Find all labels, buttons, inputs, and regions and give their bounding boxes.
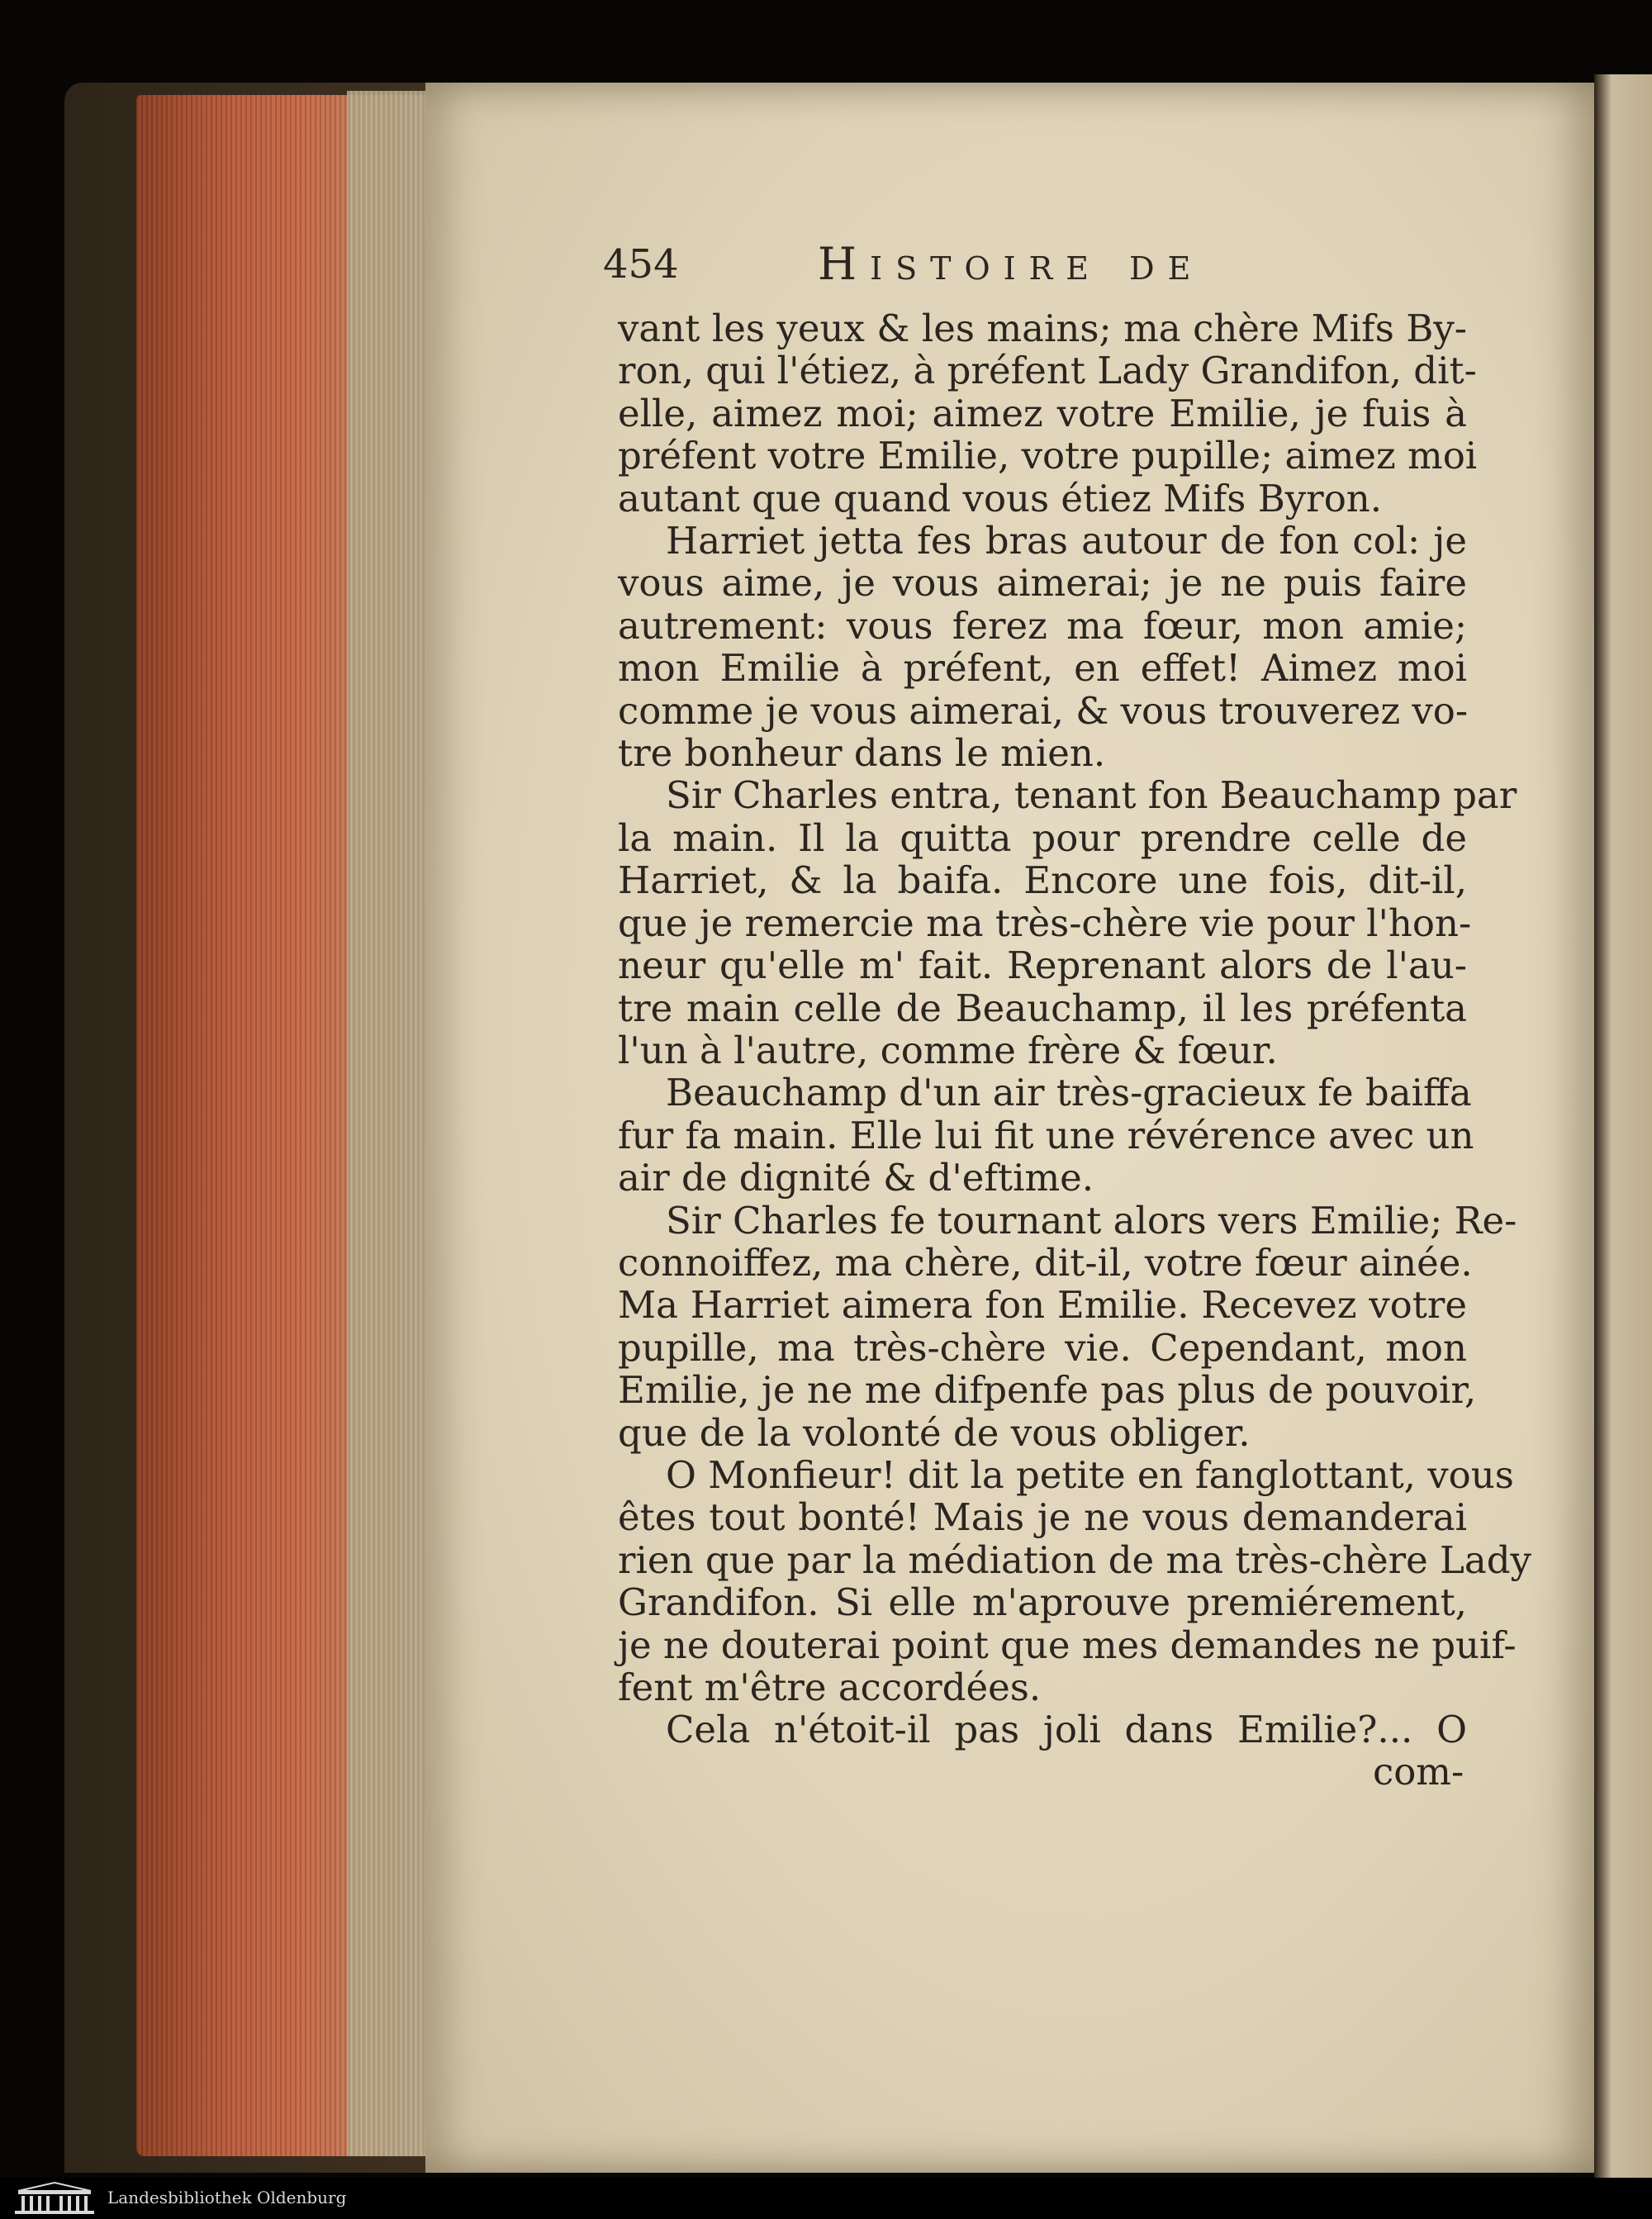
text-line: Grandifon. Si elle m'aprouve premiérement, xyxy=(618,1580,1467,1625)
text-line: vous aime, je vous aimerai; je ne puis faire xyxy=(618,561,1467,606)
text-line: l'un à l'autre, comme frère & fœur. xyxy=(618,1028,1278,1072)
page-stack xyxy=(347,91,430,2156)
text-line: Sir Charles fe tournant alors vers Emilie; Re- xyxy=(666,1198,1517,1243)
library-building-icon xyxy=(12,2181,97,2216)
text-line: que de la volonté de vous obliger. xyxy=(618,1410,1251,1455)
text-line: vant les yeux & les mains; ma chère Mifs By- xyxy=(618,306,1467,350)
text-line: air de dignité & d'eftime. xyxy=(618,1156,1094,1200)
text-line: Ma Harriet aimera fon Emilie. Recevez votre xyxy=(618,1283,1467,1328)
text-line: Cela n'étoit-il pas joli dans Emilie?... O xyxy=(666,1708,1467,1752)
text-line: O Monfieur! dit la petite en fanglottant, vous xyxy=(666,1452,1514,1497)
text-line: Harriet, & la baifa. Encore une fois, dit-il, xyxy=(618,858,1467,903)
text-line: tre bonheur dans le mien. xyxy=(618,731,1106,776)
page-number: 454 xyxy=(603,241,679,287)
text-line: que je remercie ma très-chère vie pour l'hon- xyxy=(618,900,1472,945)
running-head: Histoire de xyxy=(818,238,1204,290)
text-line: autrement: vous ferez ma fœur, mon amie; xyxy=(618,603,1467,648)
page-header xyxy=(578,238,1553,307)
text-line: fur fa main. Elle lui fit une révérence avec un xyxy=(618,1113,1474,1157)
text-line: connoiffez, ma chère, dit-il, votre fœur ainée. xyxy=(618,1240,1473,1285)
text-line: préfent votre Emilie, votre pupille; aimez moi xyxy=(618,434,1478,478)
text-line: Harriet jetta fes bras autour de fon col: je xyxy=(666,519,1467,563)
text-line: mon Emilie à préfent, en effet! Aimez moi xyxy=(618,646,1467,691)
text-line: la main. Il la quitta pour prendre celle de xyxy=(618,815,1467,860)
text-line: Beauchamp d'un air très-gracieux fe baiffa xyxy=(666,1071,1472,1115)
library-name: Landesbibliothek Oldenburg xyxy=(107,2188,347,2207)
text-line: tre main celle de Beauchamp, il les préfenta xyxy=(618,986,1467,1030)
catchword: com- xyxy=(1373,1750,1464,1794)
footer-bar xyxy=(0,2178,1652,2219)
text-line: ron, qui l'étiez, à préfent Lady Grandifon, dit- xyxy=(618,349,1477,393)
text-line: autant que quand vous étiez Mifs Byron. xyxy=(618,476,1383,520)
text-line: je ne douterai point que mes demandes ne puif- xyxy=(618,1623,1517,1667)
text-line: Emilie, je ne me difpenfe pas plus de pouvoir, xyxy=(618,1368,1477,1413)
text-line: neur qu'elle m' fait. Reprenant alors de l'au- xyxy=(618,943,1467,988)
text-line: Sir Charles entra, tenant fon Beauchamp par xyxy=(666,773,1517,818)
text-line: êtes tout bonté! Mais je ne vous demanderai xyxy=(618,1495,1467,1540)
text-line: comme je vous aimerai, & vous trouverez vo- xyxy=(618,688,1469,733)
body-text xyxy=(618,306,1531,1752)
text-line: fent m'être accordées. xyxy=(618,1665,1042,1709)
text-line: elle, aimez moi; aimez votre Emilie, je fuis à xyxy=(618,391,1467,435)
facing-page-edge xyxy=(1594,74,1652,2178)
text-line: pupille, ma très-chère vie. Cependant, mon xyxy=(618,1325,1467,1370)
text-line: rien que par la médiation de ma très-chère Lady xyxy=(618,1537,1531,1582)
